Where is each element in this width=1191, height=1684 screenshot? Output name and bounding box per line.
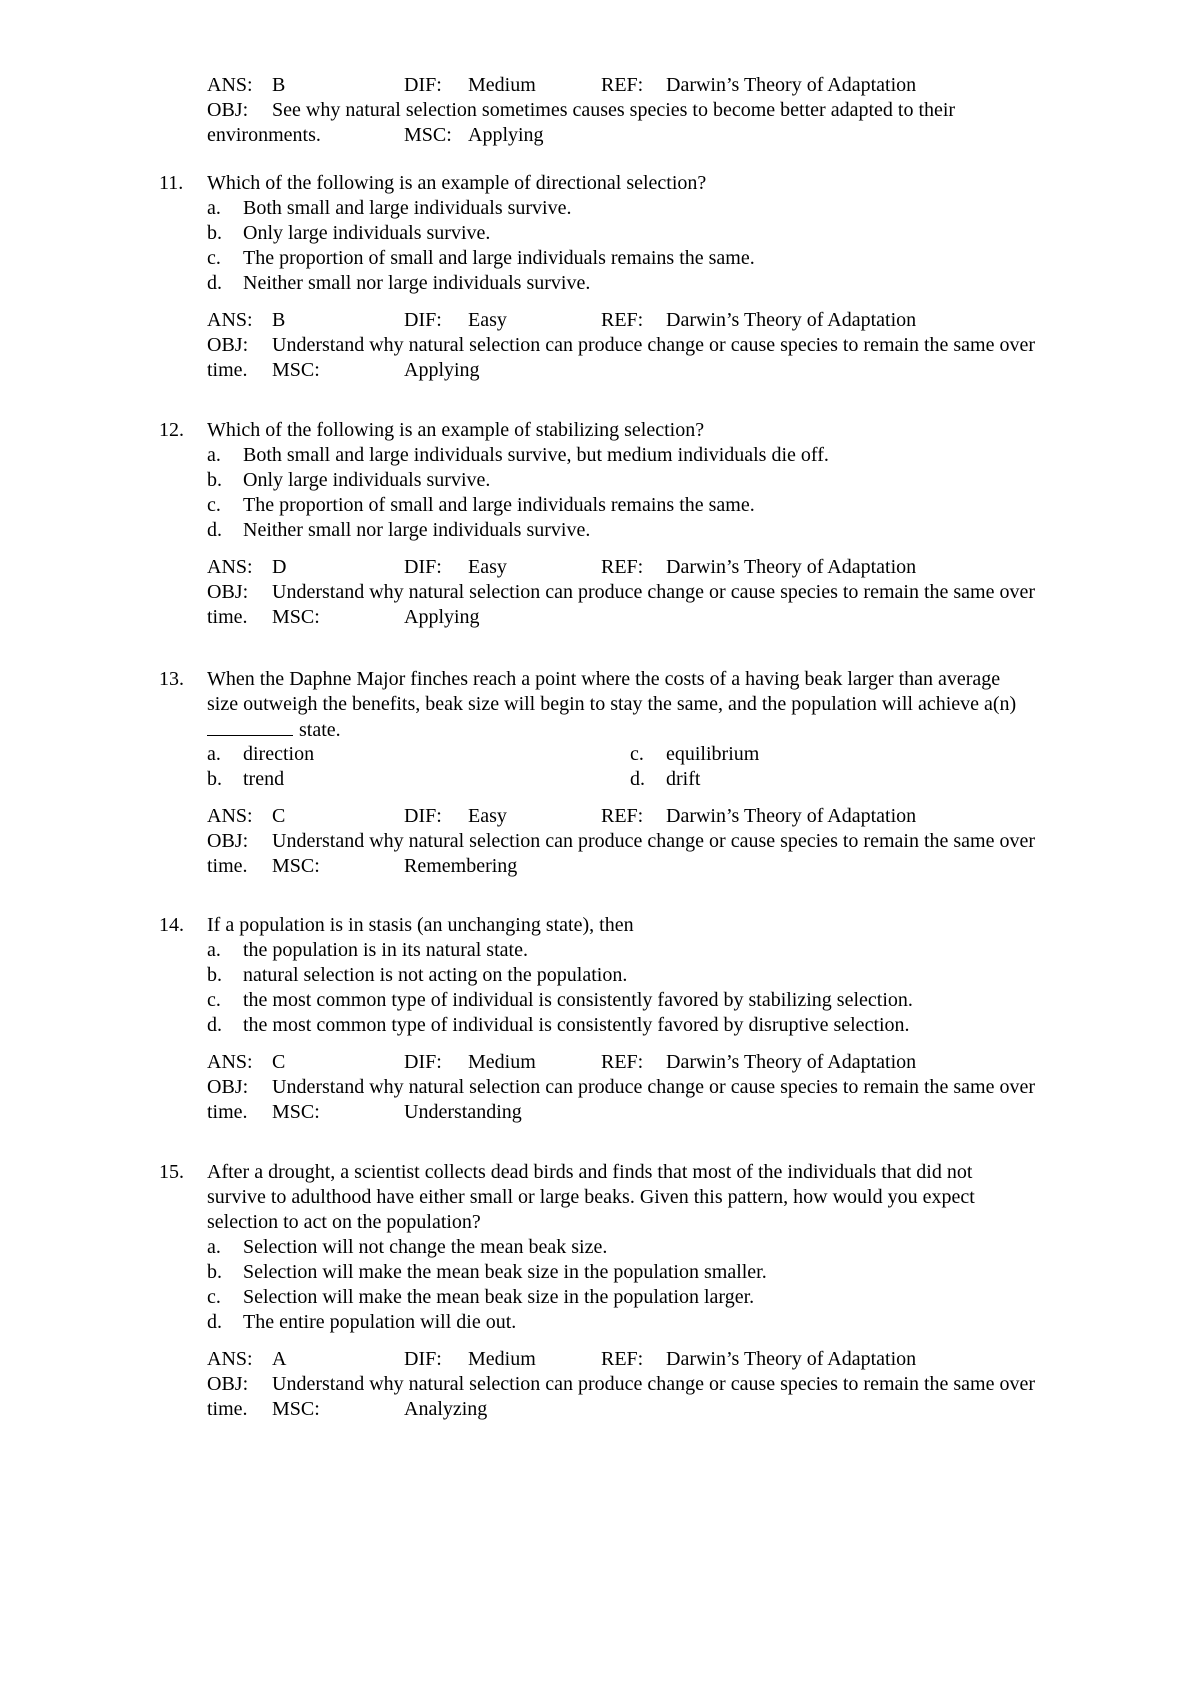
option-letter: d. [207, 519, 222, 541]
obj-text: See why natural selection sometimes causes species to become better adapted to their [272, 99, 956, 121]
option-text: the most common type of individual is consistently favored by stabilizing selection. [243, 989, 913, 1011]
ref-label: REF: [601, 74, 644, 96]
msc-label: MSC: [272, 855, 320, 877]
ans-value: B [272, 309, 286, 331]
question-stem: When the Daphne Major finches reach a point where the costs of a having beak larger than average [207, 668, 1001, 690]
option-text: trend [243, 768, 285, 790]
question-number: 14. [159, 914, 184, 936]
msc-value: Understanding [404, 1101, 522, 1123]
option-text: the population is in its natural state. [243, 939, 528, 961]
ref-label: REF: [601, 556, 644, 578]
option-text: Both small and large individuals survive, but medium individuals die off. [243, 444, 829, 466]
question-15 [0, 1160, 1191, 1422]
ans-label: ANS: [207, 556, 253, 578]
option-text: Only large individuals survive. [243, 469, 491, 491]
option-text: the most common type of individual is consistently favored by disruptive selection. [243, 1014, 910, 1036]
option-text: Selection will not change the mean beak size. [243, 1236, 608, 1258]
ref-label: REF: [601, 1348, 644, 1370]
dif-label: DIF: [404, 309, 442, 331]
obj-text: Understand why natural selection can produce change or cause species to remain the same over [272, 581, 1036, 603]
question-number: 11. [159, 172, 184, 194]
obj-text: Understand why natural selection can produce change or cause species to remain the same over [272, 1373, 1036, 1395]
option-letter: b. [207, 768, 222, 790]
dif-label: DIF: [404, 74, 442, 96]
msc-label: MSC: [272, 606, 320, 628]
msc-value: Applying [404, 606, 480, 628]
ref-value: Darwin’s Theory of Adaptation [666, 309, 917, 331]
option-text: direction [243, 743, 315, 765]
option-text: Neither small nor large individuals survive. [243, 272, 591, 294]
ans-value: C [272, 1051, 286, 1073]
msc-label: MSC: [272, 1101, 320, 1123]
question-stem: Which of the following is an example of directional selection? [207, 172, 707, 194]
dif-value: Easy [468, 309, 507, 331]
dif-value: Medium [468, 1051, 536, 1073]
question-14 [0, 913, 1191, 1125]
option-text: Only large individuals survive. [243, 222, 491, 244]
option-text: The proportion of small and large individuals remains the same. [243, 247, 755, 269]
ref-value: Darwin’s Theory of Adaptation [666, 1051, 917, 1073]
ans-value: A [272, 1348, 287, 1370]
ref-value: Darwin’s Theory of Adaptation [666, 1348, 917, 1370]
question-number: 12. [159, 419, 184, 441]
question-stem: If a population is in stasis (an unchanging state), then [207, 914, 634, 936]
ref-value: Darwin’s Theory of Adaptation [666, 556, 917, 578]
question-stem-tail: state. [299, 719, 341, 741]
option-letter: d. [207, 1311, 222, 1333]
ref-value: Darwin’s Theory of Adaptation [666, 74, 917, 96]
option-letter: c. [207, 494, 221, 516]
msc-value: Applying [404, 359, 480, 381]
carryover-answer-block [0, 73, 1191, 148]
option-letter: a. [207, 1236, 221, 1258]
option-text: The entire population will die out. [243, 1311, 517, 1333]
dif-label: DIF: [404, 556, 442, 578]
dif-value: Medium [468, 1348, 536, 1370]
obj-label: OBJ: [207, 99, 249, 121]
ans-value: C [272, 805, 286, 827]
option-letter: a. [207, 743, 221, 765]
option-letter: d. [207, 1014, 222, 1036]
obj-label: OBJ: [207, 581, 249, 603]
msc-value: Applying [468, 124, 544, 146]
question-stem: selection to act on the population? [207, 1211, 481, 1233]
option-text: equilibrium [666, 743, 760, 765]
question-stem: size outweigh the benefits, beak size will begin to stay the same, and the population will achieve a(n) [207, 693, 1017, 715]
dif-value: Medium [468, 74, 536, 96]
obj-text: Understand why natural selection can produce change or cause species to remain the same over [272, 334, 1036, 356]
ans-label: ANS: [207, 74, 253, 96]
obj-text-continued: time. [207, 1398, 248, 1420]
obj-text: Understand why natural selection can produce change or cause species to remain the same over [272, 1076, 1036, 1098]
option-letter: c. [207, 989, 221, 1011]
option-text: natural selection is not acting on the population. [243, 964, 628, 986]
obj-text-continued: time. [207, 1101, 248, 1123]
msc-label: MSC: [272, 359, 320, 381]
option-letter: a. [207, 197, 221, 219]
dif-value: Easy [468, 556, 507, 578]
obj-label: OBJ: [207, 1373, 249, 1395]
option-text: Both small and large individuals survive. [243, 197, 572, 219]
obj-text: Understand why natural selection can produce change or cause species to remain the same over [272, 830, 1036, 852]
option-letter: c. [207, 247, 221, 269]
dif-label: DIF: [404, 1348, 442, 1370]
option-text: Selection will make the mean beak size in the population smaller. [243, 1261, 767, 1283]
option-letter: c. [207, 1286, 221, 1308]
answer-blank-line [207, 717, 341, 743]
option-text: Selection will make the mean beak size in the population larger. [243, 1286, 755, 1308]
msc-label: MSC: [404, 124, 452, 146]
obj-text-continued: time. [207, 359, 248, 381]
ans-value: B [272, 74, 286, 96]
dif-value: Easy [468, 805, 507, 827]
option-letter: a. [207, 444, 221, 466]
option-letter: b. [207, 469, 222, 491]
option-letter: d. [630, 768, 645, 790]
obj-label: OBJ: [207, 1076, 249, 1098]
question-13 [0, 667, 1191, 879]
obj-text-continued: time. [207, 606, 248, 628]
question-stem: After a drought, a scientist collects dead birds and finds that most of the individuals that did not [207, 1161, 973, 1183]
question-stem: survive to adulthood have either small or large beaks. Given this pattern, how would you expect [207, 1186, 975, 1208]
dif-label: DIF: [404, 805, 442, 827]
option-letter: b. [207, 964, 222, 986]
option-letter: d. [207, 272, 222, 294]
question-12 [0, 418, 1191, 630]
ans-value: D [272, 556, 287, 578]
option-letter: b. [207, 1261, 222, 1283]
option-letter: c. [630, 743, 644, 765]
option-letter: b. [207, 222, 222, 244]
obj-label: OBJ: [207, 334, 249, 356]
ref-label: REF: [601, 309, 644, 331]
dif-label: DIF: [404, 1051, 442, 1073]
question-11 [0, 171, 1191, 383]
msc-value: Analyzing [404, 1398, 488, 1420]
ref-value: Darwin’s Theory of Adaptation [666, 805, 917, 827]
ref-label: REF: [601, 1051, 644, 1073]
obj-text-continued: environments. [207, 124, 321, 146]
option-text: drift [666, 768, 701, 790]
option-text: The proportion of small and large individuals remains the same. [243, 494, 755, 516]
question-stem: Which of the following is an example of stabilizing selection? [207, 419, 705, 441]
ans-label: ANS: [207, 1051, 253, 1073]
obj-label: OBJ: [207, 830, 249, 852]
ans-label: ANS: [207, 1348, 253, 1370]
ans-label: ANS: [207, 805, 253, 827]
ref-label: REF: [601, 805, 644, 827]
ans-label: ANS: [207, 309, 253, 331]
obj-text-continued: time. [207, 855, 248, 877]
option-text: Neither small nor large individuals survive. [243, 519, 591, 541]
option-letter: a. [207, 939, 221, 961]
msc-value: Remembering [404, 855, 518, 877]
question-number: 13. [159, 668, 184, 690]
question-number: 15. [159, 1161, 184, 1183]
msc-label: MSC: [272, 1398, 320, 1420]
